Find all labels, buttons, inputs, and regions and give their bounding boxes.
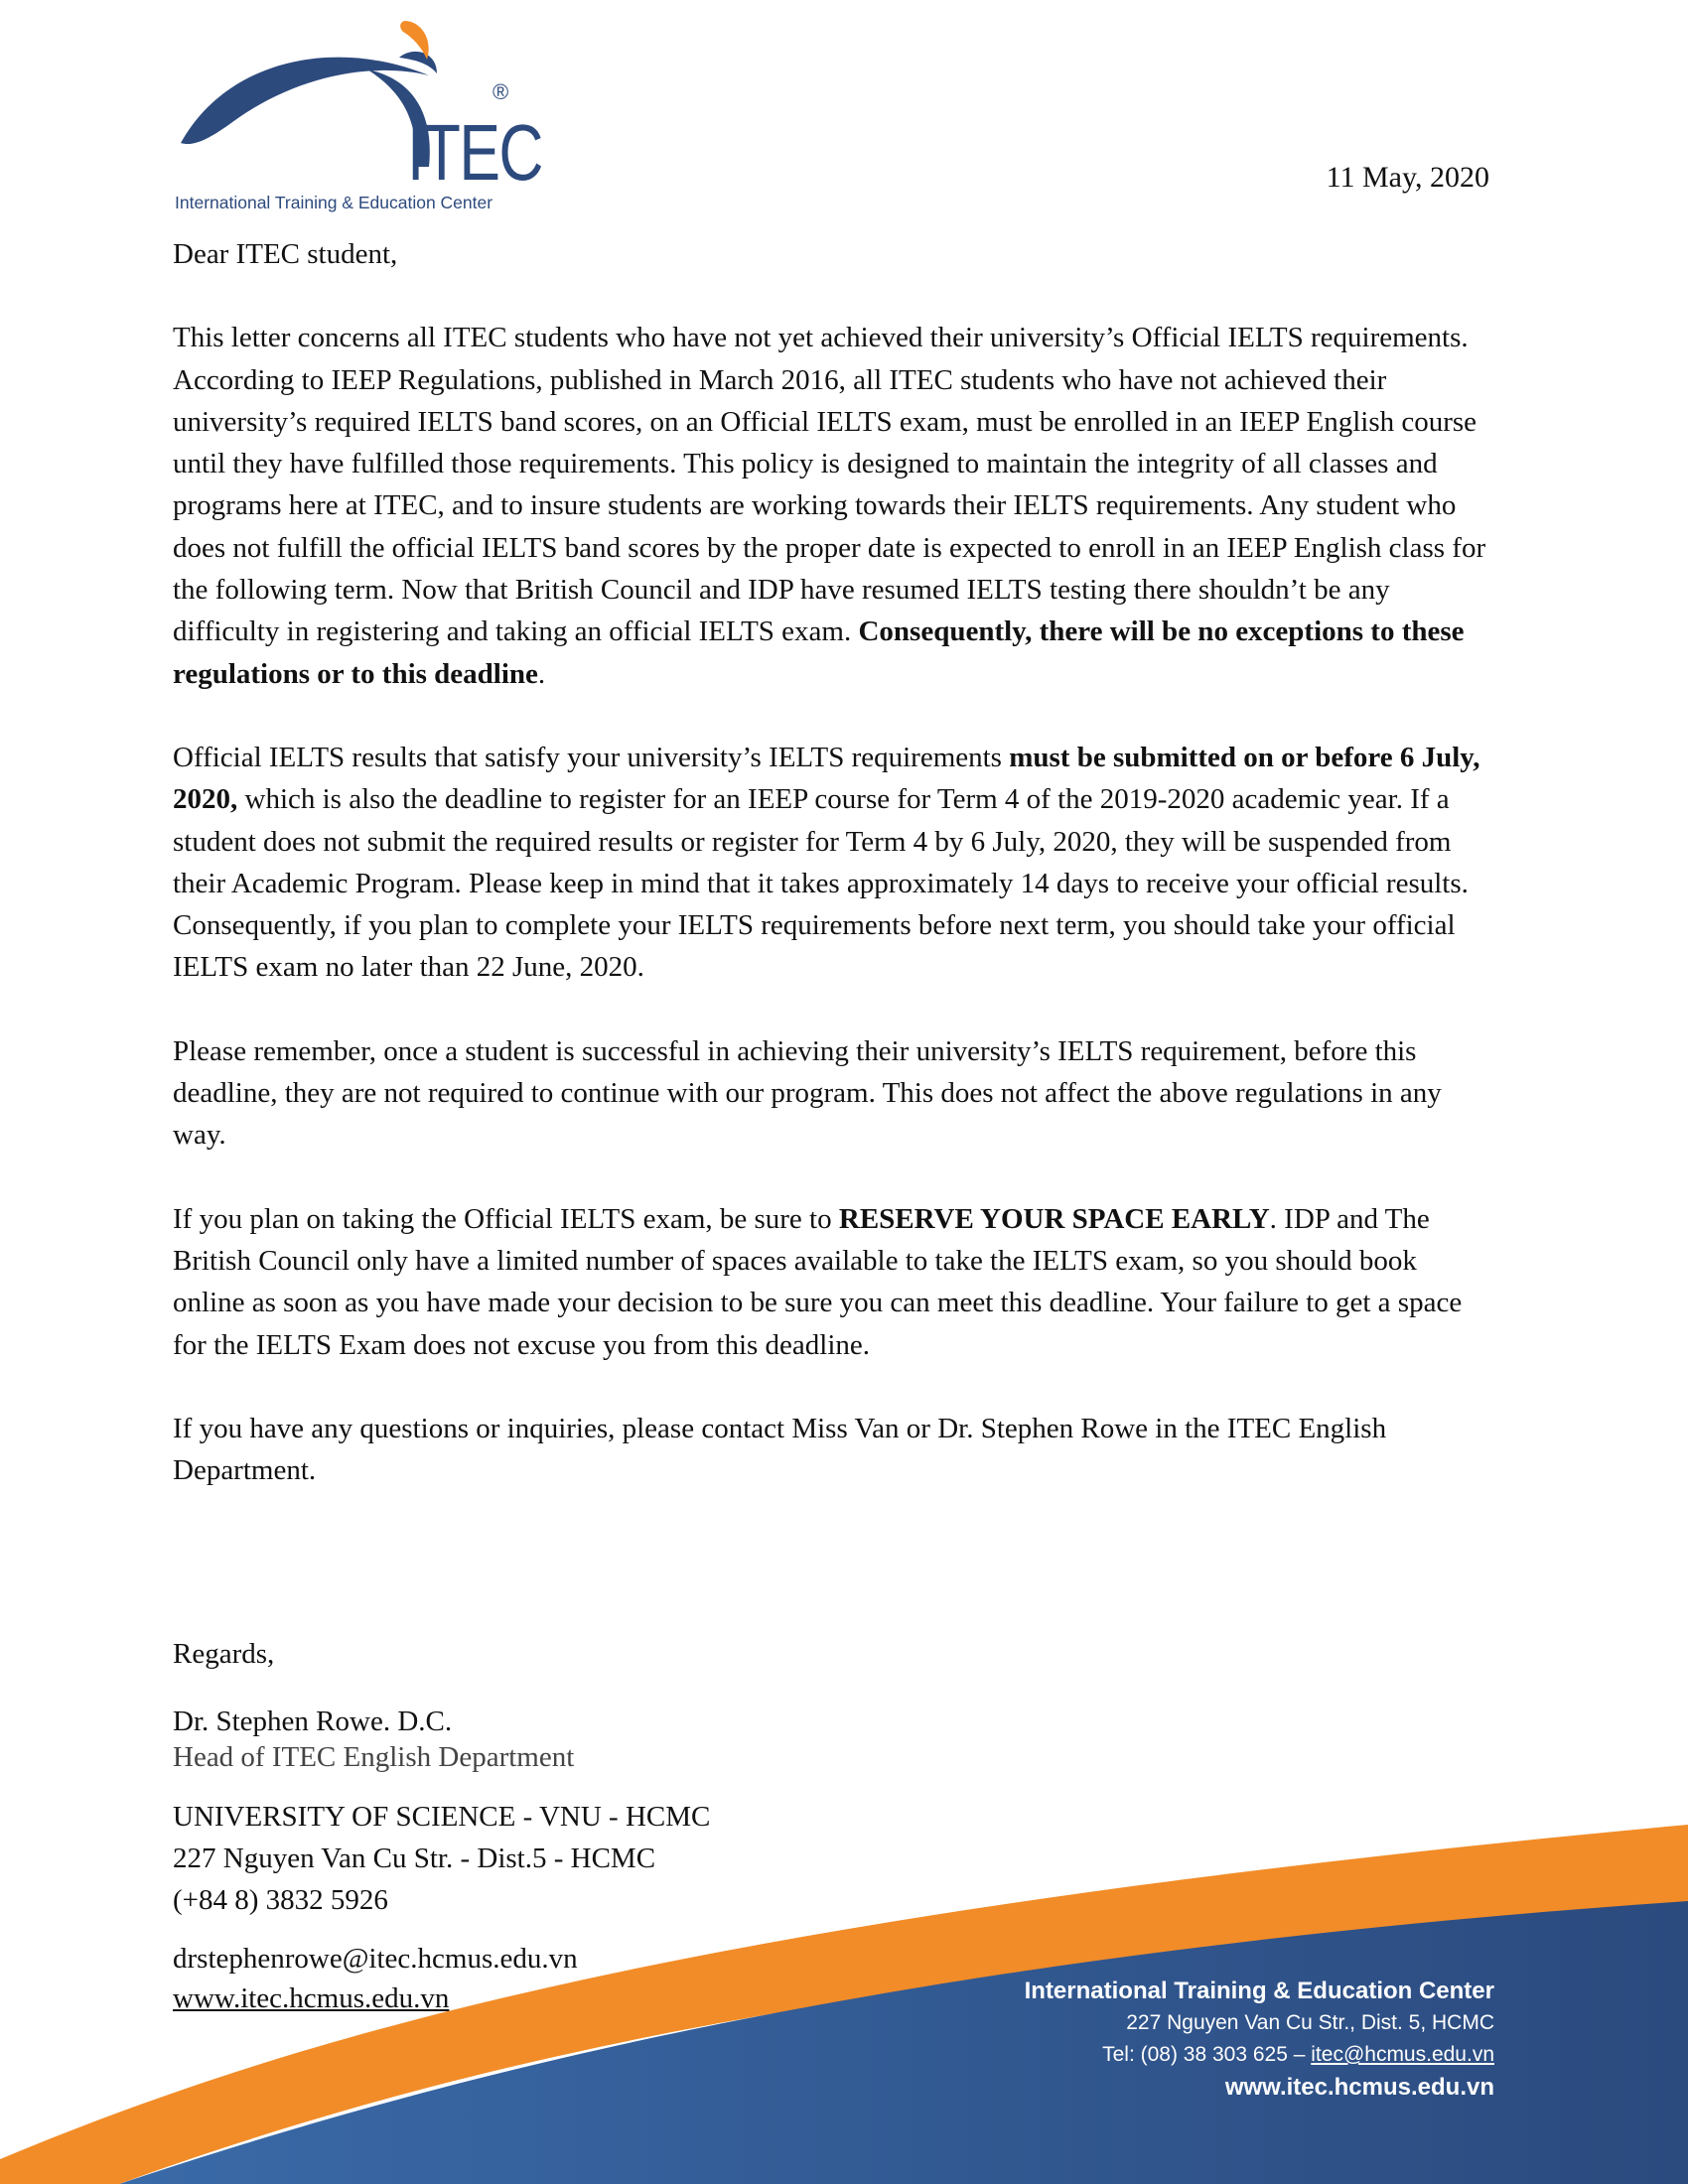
paragraph-text: . IDP and The British Council only have a limited number of spaces available to take the IELTS exam, so you should book online as soon as you have made your decision to be sure you can meet this deadline. Your failure to get a space for the IELTS Exam does not excuse you from this deadline.	[173, 1202, 1463, 1361]
paragraph-text: Official IELTS results that satisfy your university’s IELTS requirements	[173, 741, 1010, 773]
footer-tel-text: Tel: (08) 38 303 625 –	[1102, 2043, 1312, 2066]
signer-title: Head of ITEC English Department	[173, 1741, 575, 1773]
paragraph-contact: If you have any questions or inquiries, please contact Miss Van or Dr. Stephen Rowe in the ITEC English Department.	[173, 1412, 1387, 1487]
footer-org-name: International Training & Education Center	[1024, 1978, 1494, 2004]
footer-contact	[1025, 1976, 1494, 2105]
paragraph-text: This letter concerns all ITEC students who have not yet achieved their university’s Official IELTS requirements. According to IEEP Regulations, published in March 2016, all ITEC students who have not achieved their university’s required IELTS band scores, on an Official IELTS exam, must be enrolled in an IEEP English course until they have fulfilled those requirements. This policy is designed to maintain the integrity of all classes and programs here at ITEC, and to insure students are working towards their IELTS requirements. Any student who does not fulfill the official IELTS band scores by the proper date is expected to enroll in an IEEP English class for the following term. Now that British Council and IDP have resumed IELTS testing there shouldn’t be any difficulty in registering and taking an official IELTS exam.	[173, 322, 1486, 648]
letter-date: 11 May, 2020	[1326, 161, 1489, 194]
email-address[interactable]: drstephenrowe@itec.hcmus.edu.vn	[173, 1943, 578, 1975]
logo-subtitle: International Training & Education Center	[175, 193, 493, 212]
emphasis-text: Consequently, there will be no exceptions to these regulations or to this deadline	[173, 615, 1465, 690]
emphasis-text: must be submitted on or before 6 July, 2020,	[173, 741, 1480, 816]
paragraph-regulations	[173, 317, 1493, 695]
paragraph-text: .	[537, 657, 546, 690]
itec-logo	[169, 18, 542, 221]
logo-wordmark: ITEC	[407, 108, 542, 197]
registered-mark: ®	[492, 79, 509, 104]
salutation: Dear ITEC student,	[173, 238, 398, 270]
footer-website[interactable]: www.itec.hcmus.edu.vn	[1224, 2074, 1494, 2101]
paragraph-reminder: Please remember, once a student is successful in achieving their university’s IELTS requirement, before this deadline, they are not required to continue with our program. This does not affect the above regulations in any way.	[173, 1034, 1442, 1152]
paragraph-text: If you plan on taking the Official IELTS exam, be sure to	[173, 1202, 839, 1235]
footer-email-link[interactable]: itec@hcmus.edu.vn	[1311, 2043, 1494, 2066]
paragraph-text: which is also the deadline to register for an IEEP course for Term 4 of the 2019-2020 academic year. If a student does not submit the required results or register for Term 4 by 6 July, 2020, they will be suspended from their Academic Program. Please keep in mind that it takes approximately 14 days to receive your official results. Consequently, if you plan to complete your IELTS requirements before next term, you should take your official IELTS exam no later than 22 June, 2020.	[173, 783, 1469, 984]
letter-body	[173, 233, 1493, 1533]
footer-tel	[1025, 2039, 1494, 2071]
paragraph-deadline	[173, 737, 1493, 989]
signer-name: Dr. Stephen Rowe. D.C.	[173, 1706, 453, 1737]
emphasis-text: RESERVE YOUR SPACE EARLY	[838, 1202, 1270, 1235]
phone-number: (+84 8) 3832 5926	[173, 1884, 388, 1916]
footer-address: 227 Nguyen Van Cu Str., Dist. 5, HCMC	[1126, 2011, 1494, 2034]
website-link[interactable]: www.itec.hcmus.edu.vn	[173, 1982, 450, 2014]
paragraph-reserve	[173, 1198, 1493, 1366]
closing: Regards,	[173, 1638, 275, 1670]
university-name: UNIVERSITY OF SCIENCE - VNU - HCMC	[173, 1801, 711, 1833]
street-address: 227 Nguyen Van Cu Str. - Dist.5 - HCMC	[173, 1843, 656, 1874]
